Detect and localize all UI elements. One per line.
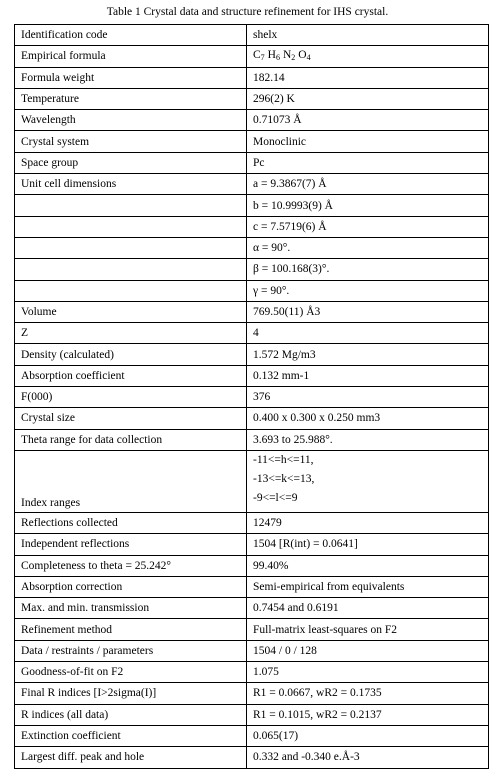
row-value: c = 7.5719(6) Å [247, 216, 489, 237]
index-ranges-value [247, 450, 489, 512]
table-row [15, 534, 489, 555]
row-label: Crystal system [15, 131, 247, 152]
row-label: Density (calculated) [15, 344, 247, 365]
row-label [15, 280, 247, 301]
row-value: a = 9.3867(7) Å [247, 174, 489, 195]
row-label [15, 237, 247, 258]
row-label: Goodness-of-fit on F2 [15, 662, 247, 683]
row-label: Index ranges [15, 450, 247, 512]
table-row [15, 576, 489, 597]
table-row [15, 25, 489, 46]
row-value: 0.332 and -0.340 e.Å-3 [247, 747, 489, 768]
table-row [15, 323, 489, 344]
row-label: Extinction coefficient [15, 725, 247, 746]
formula-o: $O_4$ [298, 48, 311, 62]
row-value: R1 = 0.1015, wR2 = 0.2137 [247, 704, 489, 725]
row-label: Largest diff. peak and hole [15, 747, 247, 768]
formula-h: $H_6$ [267, 48, 280, 62]
row-value: 0.065(17) [247, 725, 489, 746]
table-row [15, 450, 489, 512]
row-label: Refinement method [15, 619, 247, 640]
table-row [15, 619, 489, 640]
row-label: Unit cell dimensions [15, 174, 247, 195]
table-row [15, 408, 489, 429]
table-row [15, 387, 489, 408]
table-row [15, 152, 489, 173]
row-value: 0.7454 and 0.6191 [247, 598, 489, 619]
table-row [15, 195, 489, 216]
table-row [15, 725, 489, 746]
row-label: Max. and min. transmission [15, 598, 247, 619]
table-row [15, 280, 489, 301]
row-value: 0.132 mm-1 [247, 365, 489, 386]
row-label: Final R indices [I>2sigma(I)] [15, 683, 247, 704]
table-row [15, 301, 489, 322]
row-value: 1.572 Mg/m3 [247, 344, 489, 365]
row-value: 296(2) K [247, 88, 489, 109]
row-label: Space group [15, 152, 247, 173]
row-label: Absorption correction [15, 576, 247, 597]
row-value: 1.075 [247, 662, 489, 683]
table-row [15, 747, 489, 768]
table-row [15, 46, 489, 67]
row-value: 0.71073 Å [247, 110, 489, 131]
row-value: shelx [247, 25, 489, 46]
table-body [15, 25, 489, 769]
row-label: Identification code [15, 25, 247, 46]
row-value: Monoclinic [247, 131, 489, 152]
row-value: β = 100.168(3)°. [247, 259, 489, 280]
row-value: 0.400 x 0.300 x 0.250 mm3 [247, 408, 489, 429]
crystal-data-table [14, 24, 489, 769]
row-value: α = 90°. [247, 237, 489, 258]
table-caption: Table 1 Crystal data and structure refinement for IHS crystal. [106, 6, 389, 18]
table-row [15, 598, 489, 619]
formula-n: $N_2$ [282, 48, 296, 62]
row-label: F(000) [15, 387, 247, 408]
table-row [15, 365, 489, 386]
index-range-k: -13<=k<=13, [253, 472, 315, 485]
row-label [15, 216, 247, 237]
row-value: 1504 [R(int) = 0.0641] [247, 534, 489, 555]
table-row [15, 683, 489, 704]
row-label: Temperature [15, 88, 247, 109]
table-row [15, 512, 489, 533]
row-value: 12479 [247, 512, 489, 533]
row-value: Full-matrix least-squares on F2 [247, 619, 489, 640]
row-value: 3.693 to 25.988°. [247, 429, 489, 450]
row-value: 1504 / 0 / 128 [247, 640, 489, 661]
table-row [15, 110, 489, 131]
row-label [15, 195, 247, 216]
row-label: Formula weight [15, 67, 247, 88]
row-label: Z [15, 323, 247, 344]
table-row [15, 344, 489, 365]
row-value: 4 [247, 323, 489, 344]
row-label: Reflections collected [15, 512, 247, 533]
row-value: 376 [247, 387, 489, 408]
row-label: R indices (all data) [15, 704, 247, 725]
row-label: Volume [15, 301, 247, 322]
row-value: γ = 90°. [247, 280, 489, 301]
table-row [15, 131, 489, 152]
row-label: Completeness to theta = 25.242° [15, 555, 247, 576]
row-value: Semi-empirical from equivalents [247, 576, 489, 597]
table-row [15, 259, 489, 280]
table-row [15, 67, 489, 88]
row-label: Theta range for data collection [15, 429, 247, 450]
empirical-formula-value [247, 46, 489, 67]
row-label: Data / restraints / parameters [15, 640, 247, 661]
table-row [15, 237, 489, 258]
table-row [15, 704, 489, 725]
index-range-h: -11<=h<=11, [253, 453, 314, 466]
table-row [15, 429, 489, 450]
row-label: Absorption coefficient [15, 365, 247, 386]
table-row [15, 174, 489, 195]
table-row [15, 555, 489, 576]
table-row [15, 88, 489, 109]
index-range-l: -9<=l<=9 [253, 491, 298, 504]
table-row [15, 640, 489, 661]
row-value: 182.14 [247, 67, 489, 88]
row-value: R1 = 0.0667, wR2 = 0.1735 [247, 683, 489, 704]
row-label: Wavelength [15, 110, 247, 131]
row-label: Independent reflections [15, 534, 247, 555]
formula-c: $C_7$ [253, 48, 265, 62]
row-label: Empirical formula [15, 46, 247, 67]
row-value: b = 10.9993(9) Å [247, 195, 489, 216]
table-row [15, 216, 489, 237]
row-value: 769.50(11) Å3 [247, 301, 489, 322]
row-label [15, 259, 247, 280]
row-label: Crystal size [15, 408, 247, 429]
table-row [15, 662, 489, 683]
row-value: Pc [247, 152, 489, 173]
row-value: 99.40% [247, 555, 489, 576]
